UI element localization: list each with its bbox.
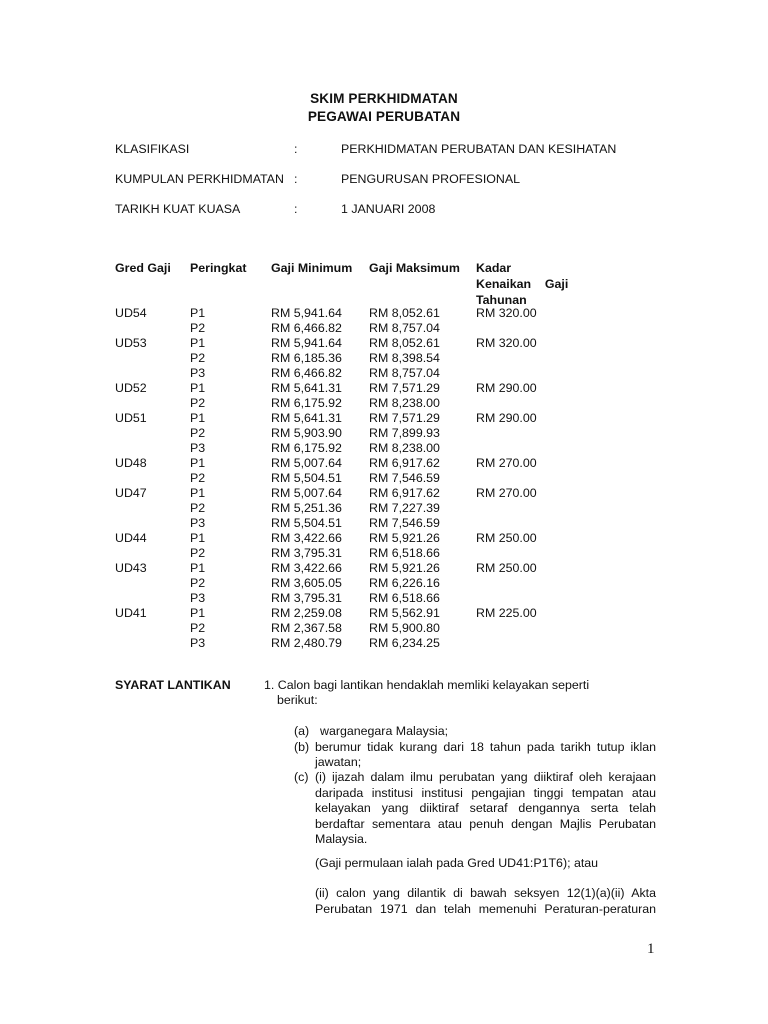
cell-gaji-minimum: RM 5,251.36 bbox=[271, 501, 342, 515]
cell-gaji-minimum: RM 5,641.31 bbox=[271, 381, 342, 395]
item-c-line3: kelayakan yang diiktiraf setaraf dengannya serta telah bbox=[315, 801, 656, 815]
item-c-line4: berdaftar sementara atau penuh dengan Majlis Perubatan bbox=[315, 817, 656, 831]
cell-peringkat: P2 bbox=[190, 396, 206, 410]
cell-gaji-maksimum: RM 5,562.91 bbox=[369, 606, 440, 620]
cell-gaji-maksimum: RM 6,226.16 bbox=[369, 576, 440, 590]
meta-value-kumpulan: PENGURUSAN PROFESIONAL bbox=[341, 172, 521, 186]
cell-gaji-maksimum: RM 6,917.62 bbox=[369, 486, 440, 500]
cell-gaji-minimum: RM 6,175.92 bbox=[271, 396, 342, 410]
table-header-gred: Gred Gaji bbox=[115, 261, 171, 275]
cell-gred: UD43 bbox=[115, 561, 147, 575]
cell-gaji-minimum: RM 3,422.66 bbox=[271, 531, 342, 545]
cell-gaji-minimum: RM 6,175.92 bbox=[271, 441, 342, 455]
cell-gaji-minimum: RM 5,007.64 bbox=[271, 486, 342, 500]
cell-kadar-kenaikan: RM 320.00 bbox=[476, 306, 537, 320]
cell-peringkat: P2 bbox=[190, 471, 206, 485]
cell-gaji-maksimum: RM 7,899.93 bbox=[369, 426, 440, 440]
cell-kadar-kenaikan: RM 250.00 bbox=[476, 531, 537, 545]
cell-gaji-minimum: RM 5,903.90 bbox=[271, 426, 342, 440]
cell-gaji-maksimum: RM 6,917.62 bbox=[369, 456, 440, 470]
cell-gaji-maksimum: RM 7,227.39 bbox=[369, 501, 440, 515]
cell-gaji-minimum: RM 3,422.66 bbox=[271, 561, 342, 575]
cell-gred: UD52 bbox=[115, 381, 147, 395]
cell-gaji-maksimum: RM 5,900.80 bbox=[369, 621, 440, 635]
cell-gaji-maksimum: RM 7,571.29 bbox=[369, 381, 440, 395]
cell-gaji-maksimum: RM 7,571.29 bbox=[369, 411, 440, 425]
cell-peringkat: P1 bbox=[190, 381, 206, 395]
cell-gaji-minimum: RM 3,795.31 bbox=[271, 591, 342, 605]
cell-peringkat: P2 bbox=[190, 621, 206, 635]
cell-peringkat: P1 bbox=[190, 606, 206, 620]
cell-gaji-minimum: RM 6,466.82 bbox=[271, 321, 342, 335]
cell-peringkat: P1 bbox=[190, 531, 206, 545]
cell-peringkat: P3 bbox=[190, 636, 206, 650]
cell-peringkat: P2 bbox=[190, 501, 206, 515]
cell-gaji-minimum: RM 5,941.64 bbox=[271, 306, 342, 320]
meta-colon: : bbox=[294, 172, 298, 186]
cell-gaji-minimum: RM 3,795.31 bbox=[271, 546, 342, 560]
meta-value-klasifikasi: PERKHIDMATAN PERUBATAN DAN KESIHATAN bbox=[341, 142, 617, 156]
table-header-kadar-line2: Kenaikan Gaji bbox=[476, 277, 569, 291]
item-b-text-line1: berumur tidak kurang dari 18 tahun pada tarikh tutup iklan bbox=[315, 740, 656, 754]
syarat-intro-line1: 1. Calon bagi lantikan hendaklah memliki kelayakan seperti bbox=[264, 678, 590, 692]
gaji-permulaan-note: (Gaji permulaan ialah pada Gred UD41:P1T6); atau bbox=[315, 856, 599, 870]
cell-kadar-kenaikan: RM 290.00 bbox=[476, 411, 537, 425]
cell-kadar-kenaikan: RM 270.00 bbox=[476, 456, 537, 470]
cell-gaji-minimum: RM 5,941.64 bbox=[271, 336, 342, 350]
section-label-syarat-lantikan: SYARAT LANTIKAN bbox=[115, 678, 231, 692]
cell-gred: UD47 bbox=[115, 486, 147, 500]
item-b-marker: (b) bbox=[294, 740, 310, 754]
cell-gred: UD54 bbox=[115, 306, 147, 320]
cell-gred: UD53 bbox=[115, 336, 147, 350]
cell-gaji-minimum: RM 2,367.58 bbox=[271, 621, 342, 635]
cell-gaji-minimum: RM 5,007.64 bbox=[271, 456, 342, 470]
meta-label-kumpulan: KUMPULAN PERKHIDMATAN bbox=[115, 172, 284, 186]
meta-colon: : bbox=[294, 202, 298, 216]
cell-gaji-maksimum: RM 6,518.66 bbox=[369, 591, 440, 605]
meta-colon: : bbox=[294, 142, 298, 156]
cell-peringkat: P3 bbox=[190, 516, 206, 530]
item-c-line5: Malaysia. bbox=[315, 832, 368, 846]
cell-gaji-minimum: RM 5,504.51 bbox=[271, 471, 342, 485]
cell-gaji-maksimum: RM 8,238.00 bbox=[369, 396, 440, 410]
item-b-text-line2: jawatan; bbox=[315, 755, 362, 769]
item-a-marker: (a) bbox=[294, 724, 310, 738]
cell-peringkat: P1 bbox=[190, 336, 206, 350]
cell-gaji-maksimum: RM 5,921.26 bbox=[369, 561, 440, 575]
item-ii-line2: Perubatan 1971 dan telah memenuhi Peraturan-peraturan bbox=[315, 902, 656, 916]
cell-gred: UD44 bbox=[115, 531, 147, 545]
cell-gaji-minimum: RM 6,185.36 bbox=[271, 351, 342, 365]
cell-peringkat: P1 bbox=[190, 456, 206, 470]
cell-gred: UD48 bbox=[115, 456, 147, 470]
item-c-marker: (c) bbox=[294, 770, 309, 784]
cell-gaji-maksimum: RM 8,757.04 bbox=[369, 321, 440, 335]
cell-kadar-kenaikan: RM 225.00 bbox=[476, 606, 537, 620]
cell-gaji-minimum: RM 5,504.51 bbox=[271, 516, 342, 530]
table-header-gaji-maksimum: Gaji Maksimum bbox=[369, 261, 460, 275]
meta-label-klasifikasi: KLASIFIKASI bbox=[115, 142, 190, 156]
cell-gaji-maksimum: RM 8,052.61 bbox=[369, 336, 440, 350]
cell-gaji-minimum: RM 6,466.82 bbox=[271, 366, 342, 380]
page-number: 1 bbox=[647, 941, 655, 957]
document-title-line-2: PEGAWAI PERUBATAN bbox=[307, 109, 461, 124]
cell-peringkat: P1 bbox=[190, 486, 206, 500]
cell-kadar-kenaikan: RM 320.00 bbox=[476, 336, 537, 350]
cell-peringkat: P2 bbox=[190, 321, 206, 335]
cell-gaji-maksimum: RM 8,052.61 bbox=[369, 306, 440, 320]
cell-gaji-minimum: RM 3,605.05 bbox=[271, 576, 342, 590]
cell-gaji-maksimum: RM 8,757.04 bbox=[369, 366, 440, 380]
cell-peringkat: P2 bbox=[190, 576, 206, 590]
cell-gaji-maksimum: RM 8,238.00 bbox=[369, 441, 440, 455]
table-header-gaji-minimum: Gaji Minimum bbox=[271, 261, 353, 275]
document-title-line-1: SKIM PERKHIDMATAN bbox=[310, 91, 458, 106]
cell-peringkat: P2 bbox=[190, 426, 206, 440]
meta-value-tarikh: 1 JANUARI 2008 bbox=[341, 202, 436, 216]
item-c-line2: daripada institusi institusi pengajian tinggi tempatan atau bbox=[315, 786, 656, 800]
cell-gaji-maksimum: RM 7,546.59 bbox=[369, 516, 440, 530]
cell-gaji-minimum: RM 2,480.79 bbox=[271, 636, 342, 650]
cell-gaji-maksimum: RM 8,398.54 bbox=[369, 351, 440, 365]
table-header-kadar-line3: Tahunan bbox=[476, 293, 527, 307]
cell-peringkat: P3 bbox=[190, 366, 206, 380]
cell-kadar-kenaikan: RM 270.00 bbox=[476, 486, 537, 500]
table-header-kadar-line1: Kadar bbox=[476, 261, 512, 275]
syarat-intro-line2: berikut: bbox=[277, 693, 318, 707]
cell-gaji-maksimum: RM 6,234.25 bbox=[369, 636, 440, 650]
cell-peringkat: P3 bbox=[190, 441, 206, 455]
cell-gaji-minimum: RM 2,259.08 bbox=[271, 606, 342, 620]
cell-peringkat: P3 bbox=[190, 591, 206, 605]
meta-label-tarikh: TARIKH KUAT KUASA bbox=[115, 202, 241, 216]
cell-peringkat: P1 bbox=[190, 561, 206, 575]
cell-gaji-minimum: RM 5,641.31 bbox=[271, 411, 342, 425]
cell-peringkat: P1 bbox=[190, 306, 206, 320]
cell-gaji-maksimum: RM 6,518.66 bbox=[369, 546, 440, 560]
cell-peringkat: P2 bbox=[190, 351, 206, 365]
cell-peringkat: P2 bbox=[190, 546, 206, 560]
item-ii-line1: (ii) calon yang dilantik di bawah seksyen 12(1)(a)(ii) Akta bbox=[315, 886, 656, 900]
item-c-line1: (i) ijazah dalam ilmu perubatan yang diiktiraf oleh kerajaan bbox=[315, 770, 656, 784]
cell-gred: UD41 bbox=[115, 606, 147, 620]
cell-peringkat: P1 bbox=[190, 411, 206, 425]
cell-gaji-maksimum: RM 5,921.26 bbox=[369, 531, 440, 545]
cell-kadar-kenaikan: RM 250.00 bbox=[476, 561, 537, 575]
item-a-text: warganegara Malaysia; bbox=[320, 724, 449, 738]
cell-kadar-kenaikan: RM 290.00 bbox=[476, 381, 537, 395]
cell-gred: UD51 bbox=[115, 411, 147, 425]
table-header-peringkat: Peringkat bbox=[190, 261, 247, 275]
cell-gaji-maksimum: RM 7,546.59 bbox=[369, 471, 440, 485]
